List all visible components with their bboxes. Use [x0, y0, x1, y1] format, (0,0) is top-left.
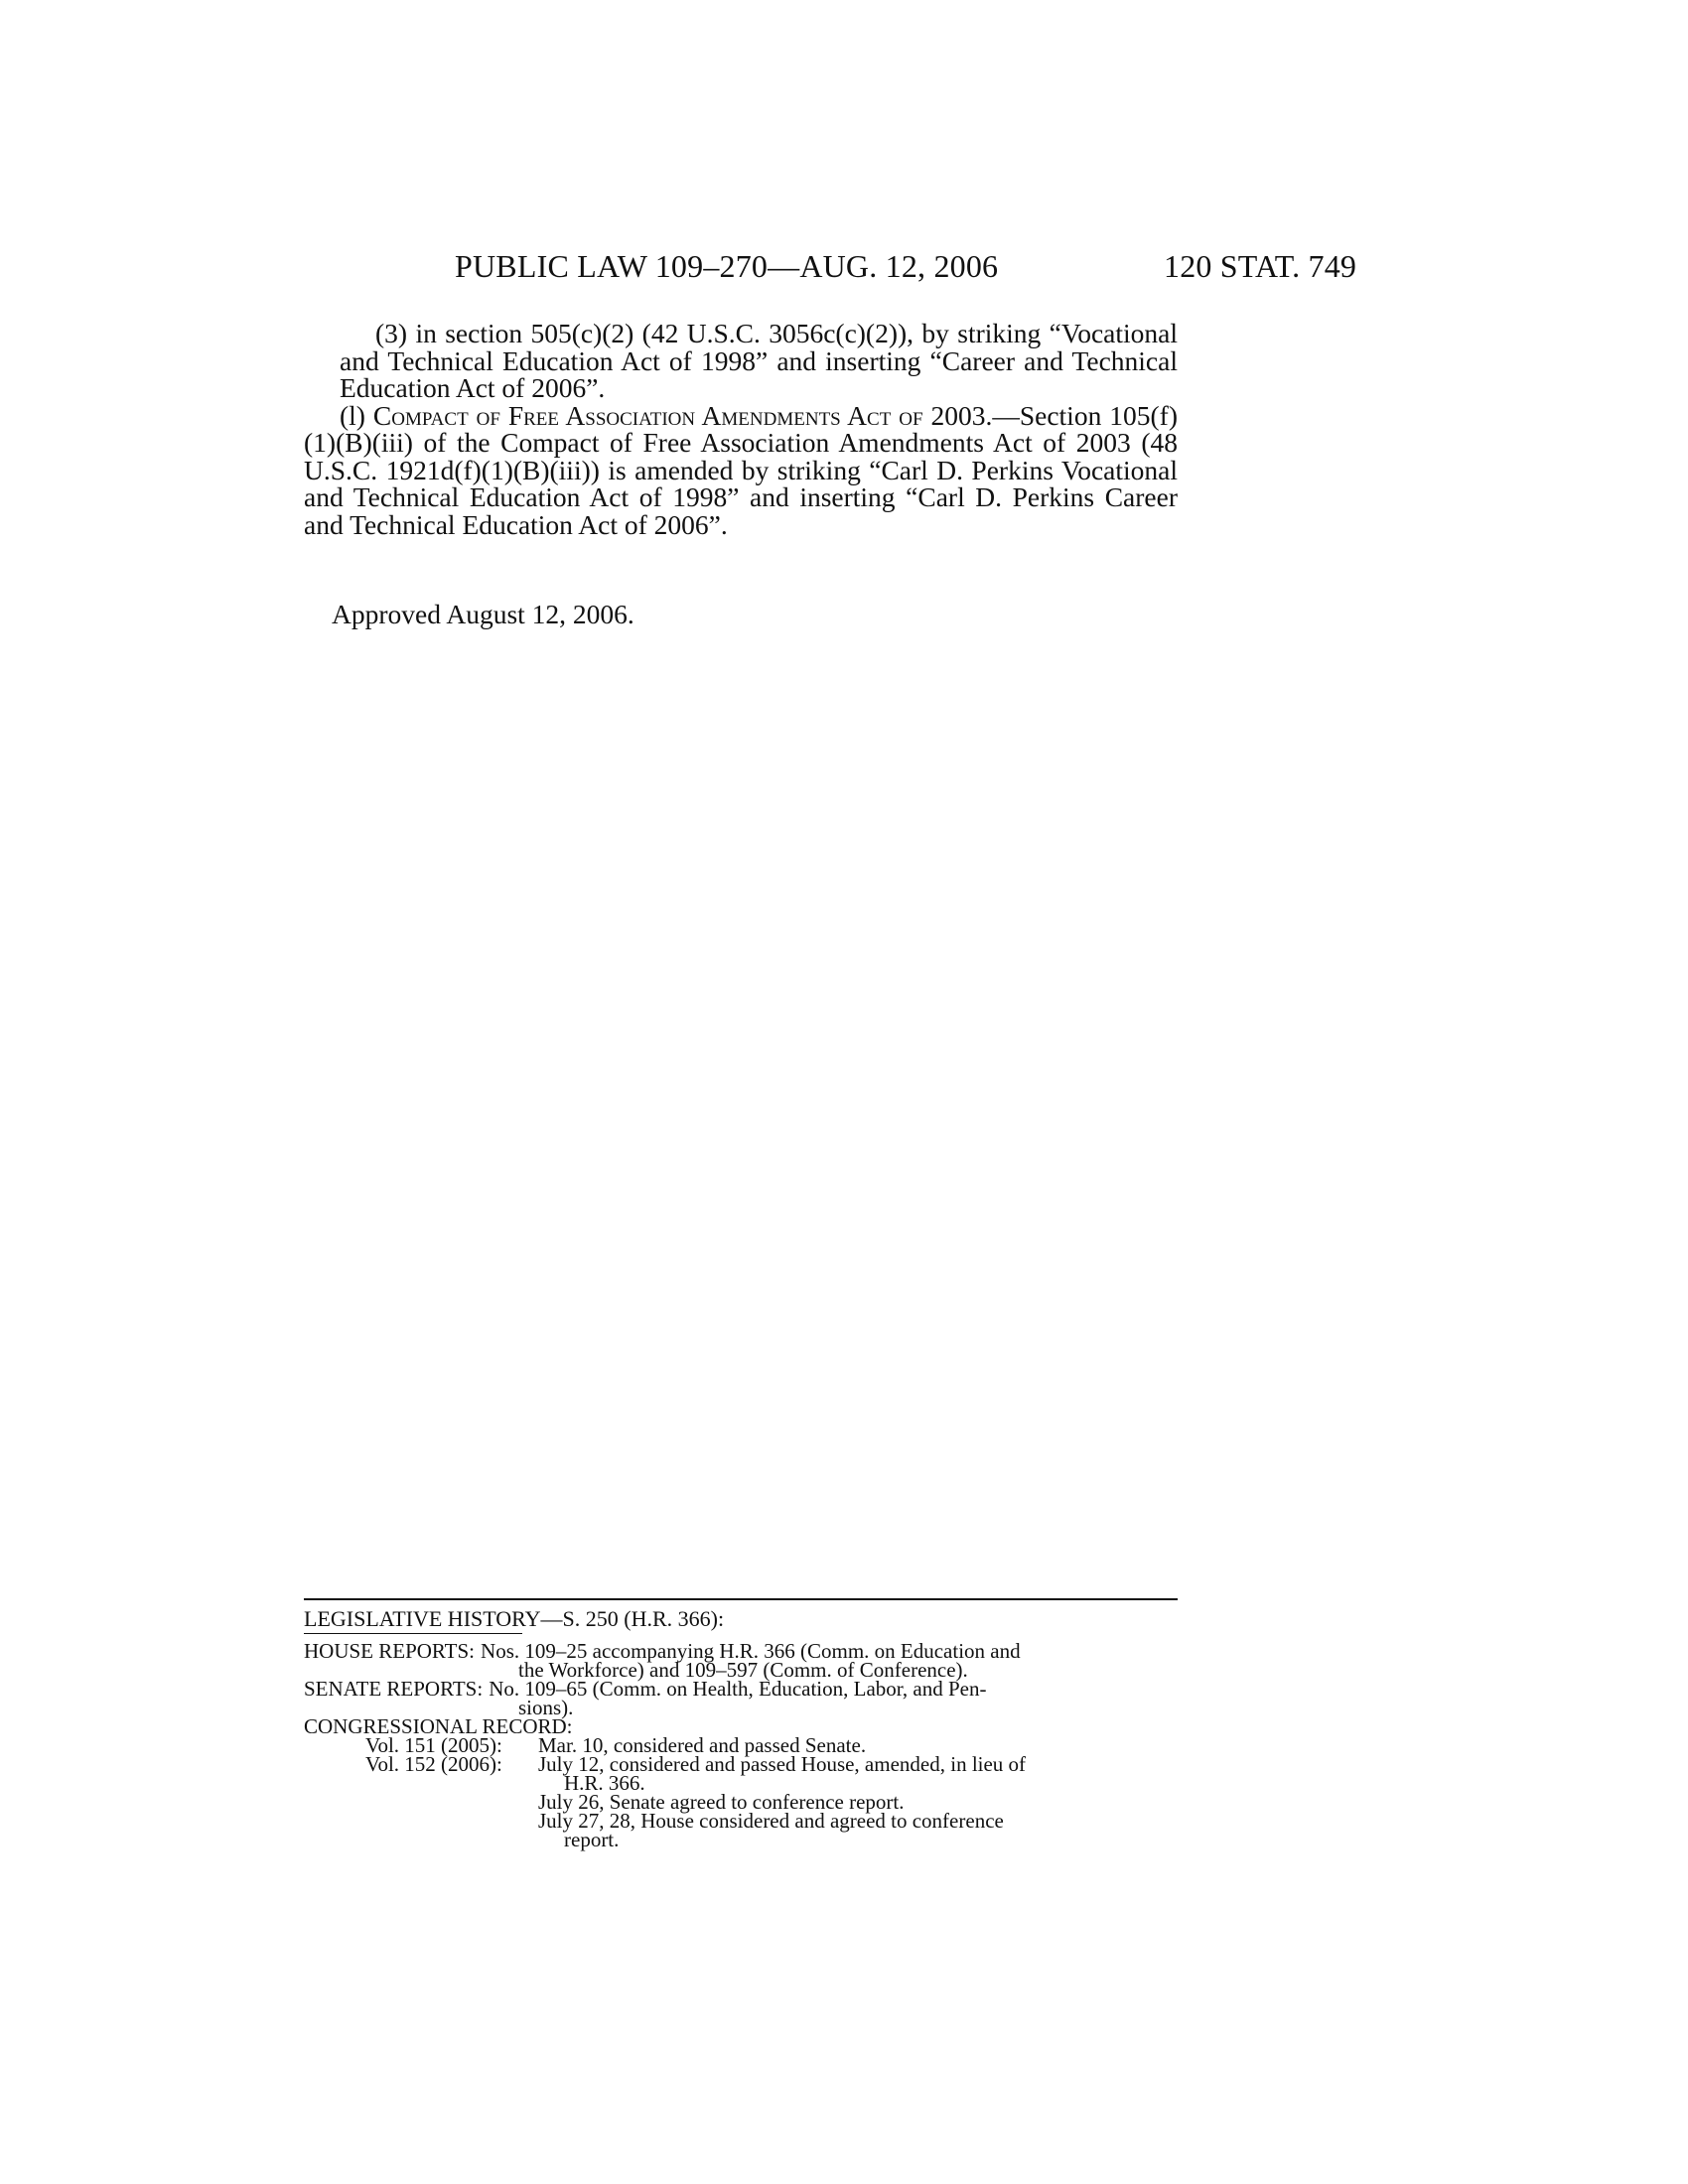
paragraph-l-prefix: (l)	[340, 399, 373, 431]
vol-152-line-3: July 26, Senate agreed to conference report.	[538, 1790, 905, 1814]
paragraph-3-text: (3) in section 505(c)(2) (42 U.S.C. 3056c(c)(2)), by striking “Vocational and Technical Education Act of 1998” and inserting “Career and Technical Education Act of 2006”.	[340, 318, 1178, 403]
vol-152-line-5: report.	[564, 1828, 620, 1851]
header-statute-page: 120 STAT. 749	[1164, 248, 1357, 284]
vol-151-text: Mar. 10, considered and passed Senate.	[538, 1733, 867, 1757]
legislative-history-title-underline	[304, 1633, 522, 1634]
legislative-history	[304, 1639, 1178, 1851]
legislative-history-rule	[304, 1598, 1178, 1600]
vol-152-line-2: H.R. 366.	[564, 1771, 645, 1795]
vol-152-label: Vol. 152 (2006):	[365, 1752, 502, 1776]
paragraph-l-text: .—Section 105(f)(1)(B)(iii) of the Compact of Free Association Amendments Act of 2003 (48 U.S.C. 1921d(f)(1)(B)(iii)) is amended by striking “Carl D. Perkins Vocational and Technical Education Act of 1998” and inserting “Carl D. Perkins Career and Technical Education Act of 2006”.	[304, 399, 1178, 540]
approval-date: Approved August 12, 2006.	[332, 599, 634, 629]
header-public-law: PUBLIC LAW 109–270—AUG. 12, 2006	[455, 248, 999, 284]
congressional-record-label: CONGRESSIONAL RECORD:	[304, 1714, 573, 1738]
vol-152-entry	[304, 1752, 1178, 1776]
house-reports-line-1: Nos. 109–25 accompanying H.R. 366 (Comm. on Education and	[481, 1639, 1021, 1663]
senate-reports-line-2: sions).	[518, 1696, 574, 1719]
legislative-history-title: LEGISLATIVE HISTORY—S. 250 (H.R. 366):	[304, 1606, 725, 1631]
house-reports-line-2: the Workforce) and 109–597 (Comm. of Conference).	[518, 1658, 968, 1682]
senate-reports-entry	[304, 1677, 1178, 1701]
senate-reports-line-1: No. 109–65 (Comm. on Health, Education, Labor, and Pen-	[489, 1677, 987, 1701]
house-reports-label: HOUSE REPORTS:	[304, 1639, 476, 1663]
vol-152-line-4: July 27, 28, House considered and agreed to conference	[538, 1809, 1004, 1833]
paragraph-3	[304, 320, 1178, 402]
senate-reports-label: SENATE REPORTS:	[304, 1677, 484, 1701]
body-text	[304, 320, 1178, 538]
vol-151-label: Vol. 151 (2005):	[365, 1733, 502, 1757]
paragraph-l-heading: Compact of Free Association Amendments Act of 2003	[372, 399, 986, 431]
paragraph-l	[304, 399, 1178, 540]
vol-152-line-1: July 12, considered and passed House, amended, in lieu of	[538, 1752, 1027, 1776]
